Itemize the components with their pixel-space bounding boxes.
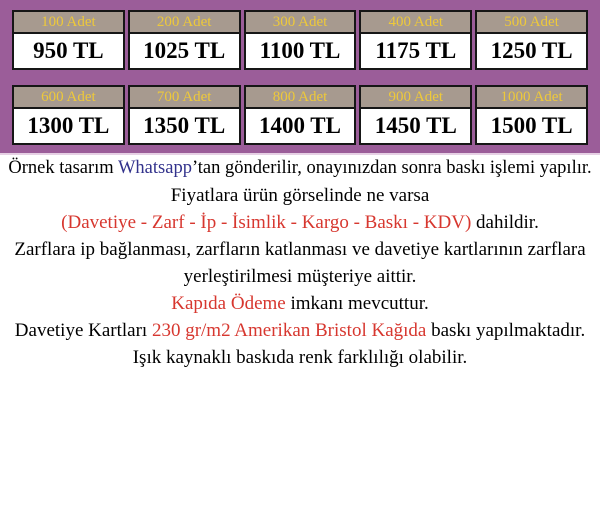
note-text: Işık kaynaklı baskıda renk farklılığı olabilir. bbox=[132, 347, 468, 368]
qty-cell: 1000 Adet bbox=[475, 85, 588, 107]
price-cell: 1350 TL bbox=[128, 107, 241, 145]
price-column bbox=[244, 85, 357, 145]
note-text: yerleştirilmesi müşteriye aittir. bbox=[183, 266, 417, 287]
price-cell: 1400 TL bbox=[244, 107, 357, 145]
note-text: Davetiye Kartları bbox=[14, 320, 152, 341]
price-cell: 1500 TL bbox=[475, 107, 588, 145]
price-column bbox=[12, 85, 125, 145]
qty-cell: 500 Adet bbox=[475, 10, 588, 32]
note-price-includes bbox=[0, 182, 600, 236]
price-table-row-1 bbox=[12, 10, 588, 70]
note-line bbox=[0, 317, 600, 344]
qty-cell: 900 Adet bbox=[359, 85, 472, 107]
price-cell: 1300 TL bbox=[12, 107, 125, 145]
price-cell: 1250 TL bbox=[475, 32, 588, 70]
qty-cell: 300 Adet bbox=[244, 10, 357, 32]
note-text: imkanı mevcuttur. bbox=[285, 293, 429, 314]
price-cell: 950 TL bbox=[12, 32, 125, 70]
note-text: Zarflara ip bağlanması, zarfların katlanması ve davetiye kartlarının zarflara bbox=[14, 239, 586, 260]
price-column bbox=[128, 85, 241, 145]
included-items-highlight: (Davetiye - Zarf - İp - İsimlik - Kargo - Baskı - KDV) bbox=[61, 212, 472, 233]
price-cell: 1175 TL bbox=[359, 32, 472, 70]
price-column bbox=[359, 85, 472, 145]
paper-type-highlight: 230 gr/m2 Amerikan Bristol Kağıda bbox=[151, 320, 427, 341]
note-customer-responsibility bbox=[0, 236, 600, 290]
price-column bbox=[128, 10, 241, 70]
price-column bbox=[244, 10, 357, 70]
whatsapp-highlight: Whatsapp bbox=[117, 158, 192, 178]
note-text: ’tan gönderilir, onayınızdan sonra baskı işlemi yapılır. bbox=[191, 158, 592, 178]
info-notes bbox=[0, 155, 600, 371]
price-cell: 1025 TL bbox=[128, 32, 241, 70]
price-column bbox=[475, 85, 588, 145]
note-cash-on-delivery bbox=[0, 290, 600, 317]
qty-cell: 400 Adet bbox=[359, 10, 472, 32]
note-paper-info bbox=[0, 317, 600, 371]
qty-cell: 800 Adet bbox=[244, 85, 357, 107]
price-column bbox=[475, 10, 588, 70]
note-text: dahildir. bbox=[471, 212, 539, 233]
price-table-row-2 bbox=[12, 85, 588, 145]
price-cell: 1450 TL bbox=[359, 107, 472, 145]
cash-on-delivery-highlight: Kapıda Ödeme bbox=[171, 293, 286, 314]
note-text: Örnek tasarım bbox=[8, 158, 118, 178]
price-column bbox=[12, 10, 125, 70]
price-column bbox=[359, 10, 472, 70]
qty-cell: 100 Adet bbox=[12, 10, 125, 32]
price-cell: 1100 TL bbox=[244, 32, 357, 70]
qty-cell: 200 Adet bbox=[128, 10, 241, 32]
pricing-banner bbox=[0, 0, 600, 155]
qty-cell: 700 Adet bbox=[128, 85, 241, 107]
note-sample-design bbox=[0, 155, 600, 182]
note-text: Fiyatlara ürün görselinde ne varsa bbox=[170, 185, 430, 206]
note-line bbox=[0, 209, 600, 236]
note-text: baskı yapılmaktadır. bbox=[426, 320, 586, 341]
qty-cell: 600 Adet bbox=[12, 85, 125, 107]
